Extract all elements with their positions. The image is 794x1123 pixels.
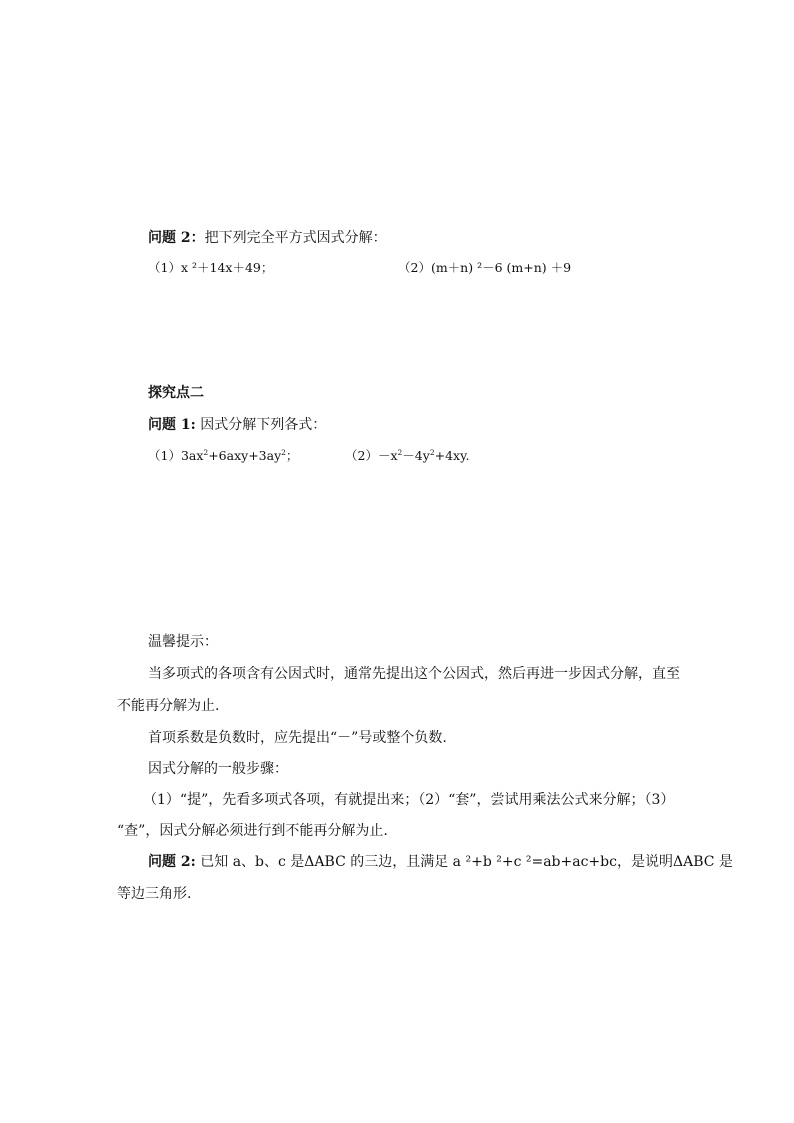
q2-item-1: （1）x ²＋14x＋49； (148, 260, 274, 275)
final-q2-line-1 (148, 855, 733, 869)
exponent: 2 (429, 447, 435, 457)
tips-paragraph-3: 因式分解的一般步骤： (148, 761, 288, 777)
exponent: 2 (397, 447, 403, 457)
explore2-q1-text: 因式分解下列各式： (200, 417, 327, 433)
tips-paragraph-4-line-1: （1）“提”，先看多项式各项，有就提出来；（2）“套”，尝试用乘法公式来分解；（3） (143, 792, 675, 808)
final-q2-text: 已知 a、b、c 是ΔABC 的三边，且满足 a ²+b ²+c ²=ab+ac+bc，是说明ΔABC 是 (200, 854, 733, 870)
tips-paragraph-1-line-2: 不能再分解为止. (117, 698, 220, 714)
q2-heading-text: 把下列完全平方式因式分解： (204, 230, 387, 246)
explore2-q1-heading (148, 418, 326, 432)
exponent: 2 (203, 447, 209, 457)
explore-point-2-title: 探究点二 (148, 385, 204, 401)
q2-heading-label: 问题 2： (148, 230, 205, 246)
explore2-item-2 (345, 447, 470, 463)
explore2-item-2-part-c: +4xy. (434, 448, 470, 463)
explore2-q1-label: 问题 1: (148, 417, 196, 433)
tips-paragraph-2: 首项系数是负数时，应先提出“－”号或整个负数. (148, 730, 447, 746)
explore2-item-1-part-c: ； (285, 448, 299, 463)
final-q2-label: 问题 2: (148, 854, 196, 870)
exponent: 2 (281, 447, 286, 457)
explore2-item-2-part-a: （2）－x (345, 448, 398, 463)
tips-paragraph-4-line-2: “查”，因式分解必须进行到不能再分解为止. (117, 823, 388, 839)
explore2-item-1-part-b: +6axy+3ay (208, 448, 282, 463)
tips-title: 温馨提示： (148, 634, 218, 650)
q2-item-2: （2）(m＋n) ²－6 (m+n) ＋9 (398, 260, 572, 275)
tips-paragraph-1-line-1: 当多项式的各项含有公因式时，通常先提出这个公因式，然后再进一步因式分解，直至 (148, 666, 680, 682)
final-q2-line-2: 等边三角形. (117, 886, 192, 902)
explore2-item-1 (148, 447, 299, 463)
explore2-item-1-part-a: （1）3ax (148, 448, 204, 463)
explore2-item-2-part-b: －4y (402, 448, 430, 463)
q2-heading (148, 231, 387, 245)
